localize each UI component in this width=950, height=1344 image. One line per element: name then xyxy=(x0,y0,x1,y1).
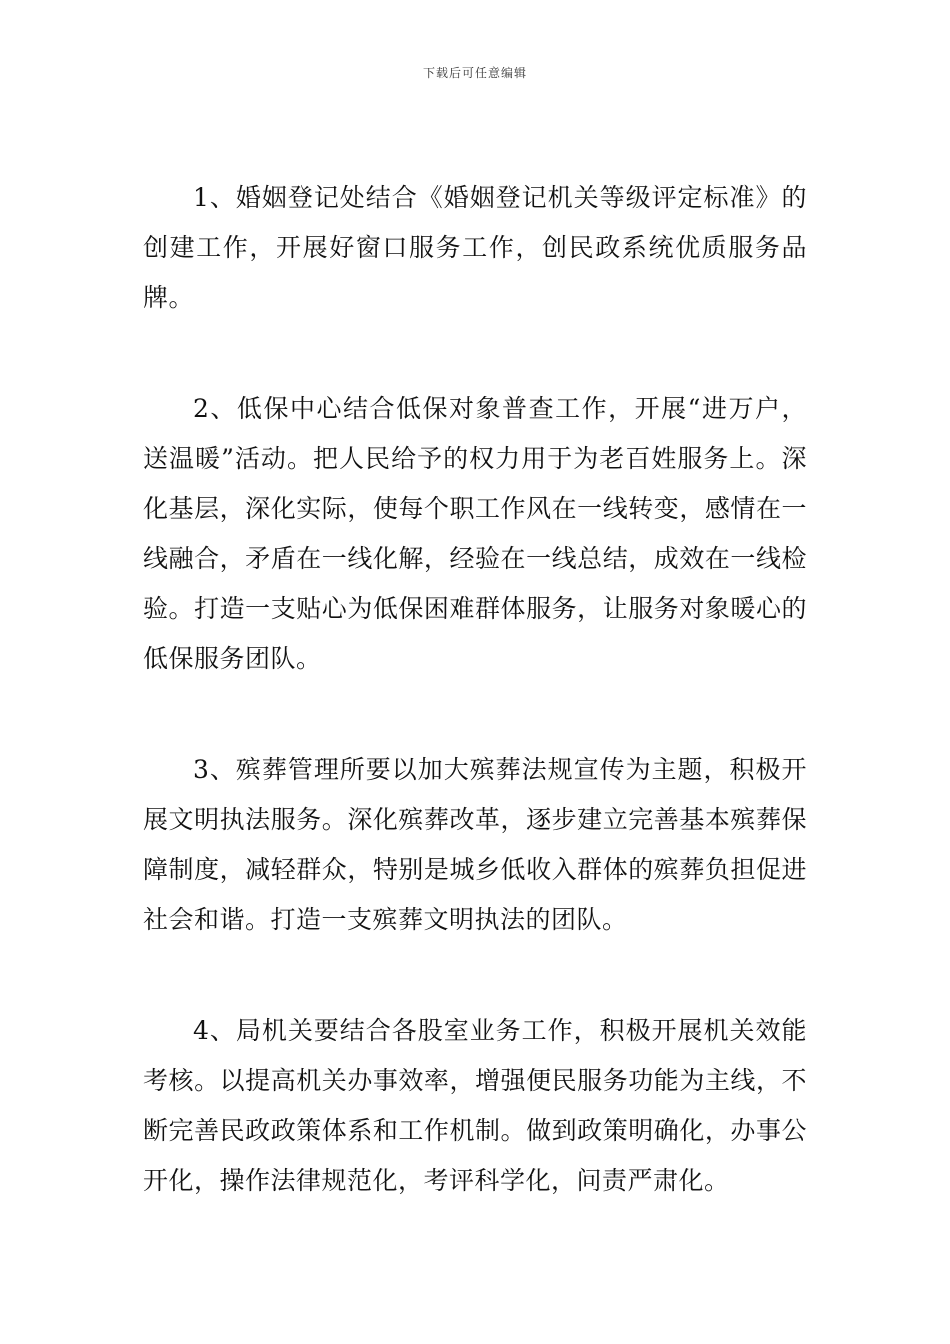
document-body xyxy=(143,173,807,1267)
paragraph-low-income-center: 2、低保中心结合低保对象普查工作，开展“进万户，送温暖”活动。把人民给予的权力用于为老百姓服务上。深化基层，深化实际，使每个职工作风在一线转变，感情在一线融合，矛盾在一线化解，经验在一线总结，成效在一线检验。打造一支贴心为低保困难群体服务，让服务对象暖心的低保服务团队。 xyxy=(143,394,807,673)
paragraph-bureau-organs: 4、局机关要结合各股室业务工作，积极开展机关效能考核。以提高机关办事效率，增强便民服务功能为主线，不断完善民政政策体系和工作机制。做到政策明确化，办事公开化，操作法律规范化，考评科学化，问责严肃化。 xyxy=(143,1016,807,1195)
paragraph-funeral-management: 3、殡葬管理所要以加大殡葬法规宣传为主题，积极开展文明执法服务。深化殡葬改革，逐步建立完善基本殡葬保障制度，减轻群众，特别是城乡低收入群体的殡葬负担促进社会和谐。打造一支殡葬文明执法的团队。 xyxy=(143,755,807,934)
paragraph-marriage-registration: 1、婚姻登记处结合《婚姻登记机关等级评定标准》的创建工作，开展好窗口服务工作，创民政系统优质服务品牌。 xyxy=(143,183,807,312)
header-note: 下载后可任意编辑 xyxy=(422,66,527,80)
